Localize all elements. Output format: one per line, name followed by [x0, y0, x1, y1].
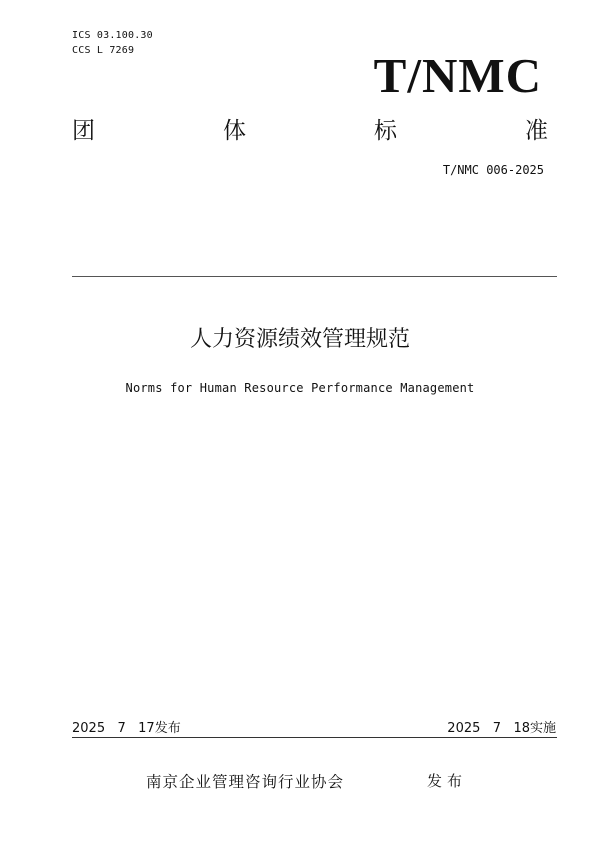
publish-label: 发布 [427, 772, 468, 790]
document-type-char: 体 [223, 118, 246, 144]
title-english: Norms for Human Resource Performance Management [125, 381, 475, 395]
implement-date: 2025 7 18实施 [447, 721, 556, 736]
publisher-name: 南京企业管理咨询行业协会 [146, 773, 345, 791]
document-type-char: 团 [72, 118, 95, 144]
publish-date: 2025 7 17发布 [72, 721, 181, 736]
organization-code: T/NMC [373, 48, 542, 103]
standard-number: T/NMC 006-2025 [442, 163, 544, 177]
document-type-char: 准 [525, 118, 548, 144]
document-type-char: 标 [374, 118, 397, 144]
ccs-code: CCS L 7269 [72, 45, 135, 56]
document-type [72, 116, 548, 146]
ics-code: ICS 03.100.30 [72, 30, 153, 41]
header-divider [72, 276, 557, 277]
title-chinese: 人力资源绩效管理规范 [189, 327, 410, 352]
footer-divider [72, 737, 557, 738]
